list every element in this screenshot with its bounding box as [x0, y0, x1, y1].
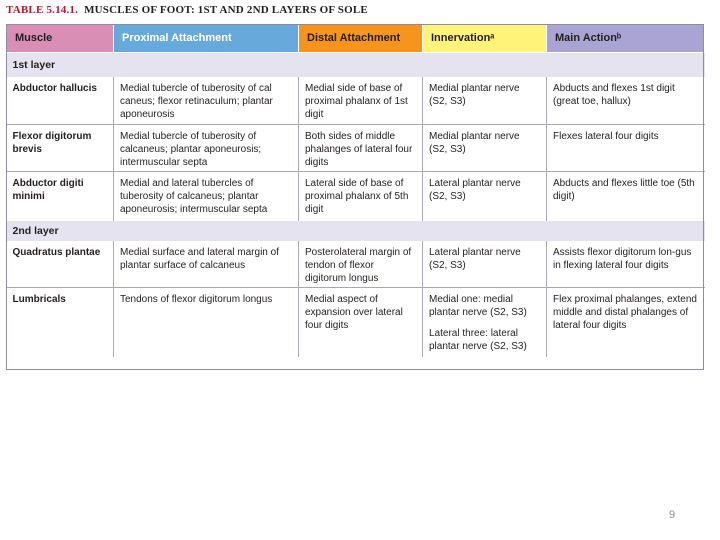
header-proximal-attachment: Proximal Attachment [114, 25, 299, 53]
innervation-text: Lateral plantar nerve (S2, S3) [429, 247, 521, 271]
innervation-text: Lateral plantar nerve (S2, S3) [429, 178, 521, 202]
innervation-cell [423, 241, 547, 288]
main-action-cell: Abducts and flexes little toe (5th digit) [547, 172, 705, 222]
proximal-attachment-cell: Tendons of flexor digitorum longus [114, 288, 299, 358]
innervation-text: Lateral three: lateral plantar nerve (S2, S3) [429, 328, 527, 352]
distal-attachment-cell: Medial aspect of expansion over lateral four digits [299, 288, 423, 358]
table-row [7, 125, 705, 172]
innervation-cell [423, 77, 547, 125]
table-row [7, 288, 705, 358]
innervation-text: Medial one: medial plantar nerve (S2, S3) [429, 294, 527, 318]
header-main-action: Main Actionᵇ [547, 25, 705, 53]
layer-row-2nd [7, 221, 705, 241]
proximal-attachment-cell: Medial surface and lateral margin of plantar surface of calcaneus [114, 241, 299, 288]
distal-attachment-cell: Posterolateral margin of tendon of flexor digitorum longus [299, 241, 423, 288]
innervation-cell [423, 125, 547, 172]
innervation-cell [423, 172, 547, 222]
main-action-cell: Flexes lateral four digits [547, 125, 705, 172]
innervation-text: Medial plantar nerve (S2, S3) [429, 131, 520, 155]
layer-label: 1st layer [7, 53, 705, 78]
layer-row-1st [7, 53, 705, 78]
table-number-label: TABLE 5.14.1. [6, 4, 79, 16]
muscle-name: Quadratus plantae [12, 247, 101, 258]
main-action-cell: Assists flexor digitorum lon-gus in flexing lateral four digits [547, 241, 705, 288]
proximal-attachment-cell: Medial tubercle of tuberosity of calcaneus; plantar aponeurosis; intermuscular septa [114, 125, 299, 172]
table-row [7, 172, 705, 222]
table-row [7, 241, 705, 288]
distal-attachment-cell: Medial side of base of proximal phalanx of 1st digit [299, 77, 423, 125]
layer-label: 2nd layer [7, 221, 705, 241]
innervation-cell [423, 288, 547, 358]
header-distal-attachment: Distal Attachment [299, 25, 423, 53]
header-row [7, 25, 705, 53]
table-row [7, 77, 705, 125]
muscle-name: Lumbricals [7, 288, 114, 358]
page-number: 9 [669, 509, 676, 521]
table-title [6, 4, 368, 16]
muscle-name: Abductor hallucis [12, 83, 97, 94]
main-action-cell: Flex proximal phalanges, extend middle and distal phalanges of lateral four digits [547, 288, 705, 358]
proximal-attachment-cell: Medial and lateral tubercles of tuberosity of calcaneus; plantar aponeurosis; intermuscular septa [114, 172, 299, 222]
muscles-table [6, 24, 705, 357]
innervation-text: Medial plantar nerve (S2, S3) [429, 83, 520, 107]
distal-attachment-cell: Both sides of middle phalanges of lateral four digits [299, 125, 423, 172]
main-action-cell: Abducts and flexes 1st digit (great toe, hallux) [547, 77, 705, 125]
header-muscle: Muscle [7, 25, 114, 53]
table-title-text: MUSCLES OF FOOT: 1ST AND 2ND LAYERS OF SOLE [84, 4, 368, 16]
header-innervation: Innervationᵃ [423, 25, 547, 53]
proximal-attachment-cell: Medial tubercle of tuberosity of cal caneus; flexor retinaculum; plantar aponeurosis [114, 77, 299, 125]
muscle-name: Abductor digiti minimi [7, 172, 114, 222]
muscle-name: Flexor digitorum brevis [7, 125, 114, 172]
distal-attachment-cell: Lateral side of base of proximal phalanx of 5th digit [299, 172, 423, 222]
